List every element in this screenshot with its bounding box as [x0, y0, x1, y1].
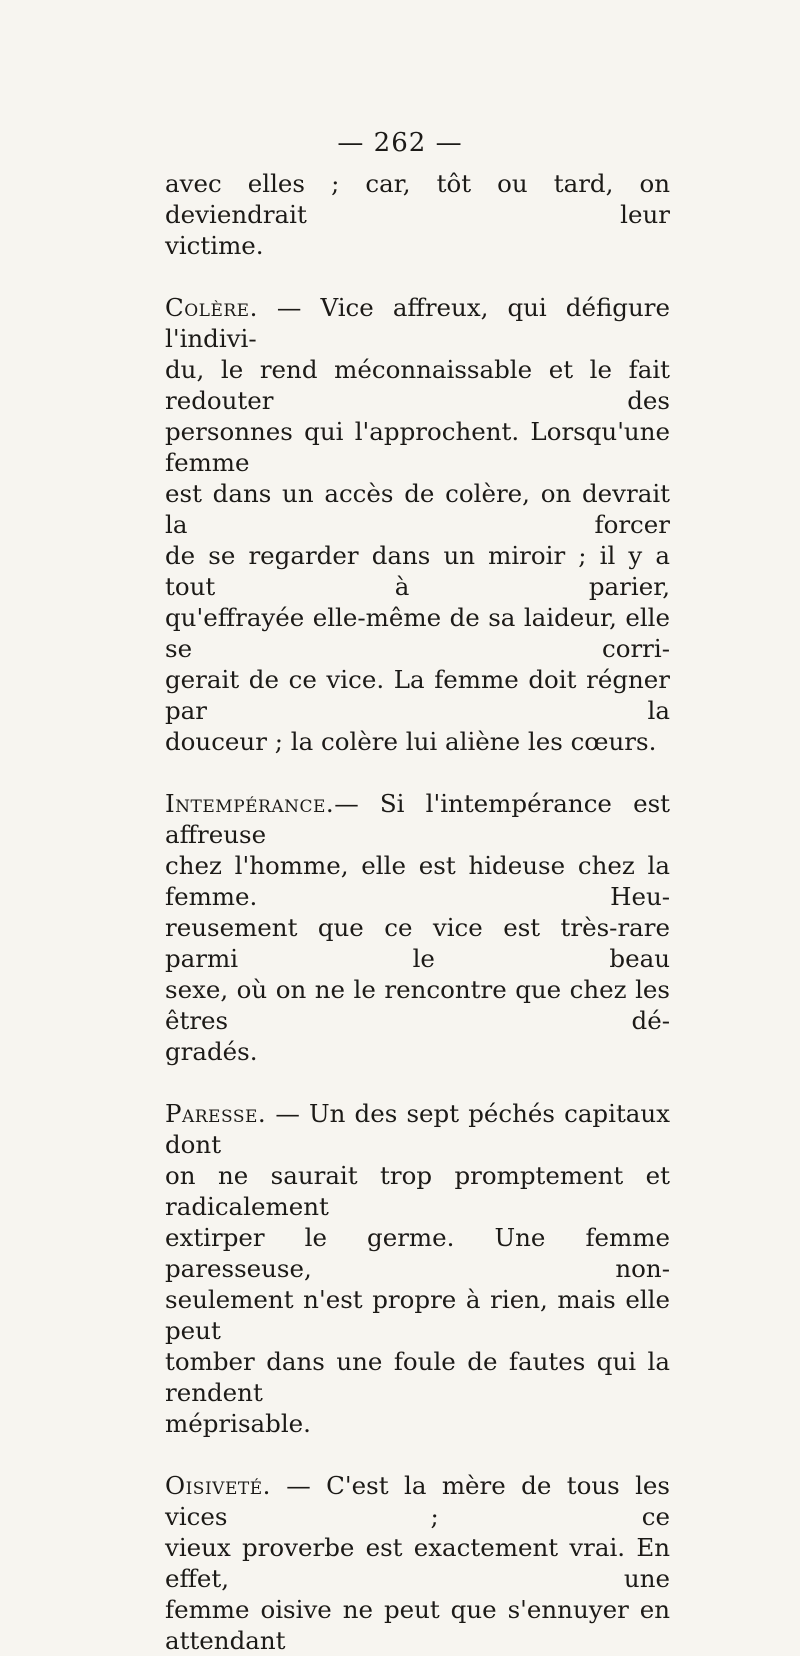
text-line: gerait de ce vice. La femme doit régner par la	[165, 665, 670, 725]
text-line: femme oisive ne peut que s'ennuyer en attendant	[165, 1595, 670, 1655]
text-fragment: — C'est la mère de tous les vices ; ce	[165, 1471, 670, 1531]
text-line: seulement n'est propre à rien, mais elle peut	[165, 1285, 670, 1345]
text-fragment: — Si l'intempérance est affreuse	[165, 789, 670, 849]
entry-term: Intempérance.	[165, 789, 335, 818]
text-line: est dans un accès de colère, on devrait la forcer	[165, 479, 670, 539]
text-line	[165, 292, 670, 354]
text-line: victime.	[165, 231, 264, 260]
entry-term: Paresse.	[165, 1099, 267, 1128]
paragraph-continuation	[165, 168, 670, 261]
text-line: douceur ; la colère lui aliène les cœurs.	[165, 727, 657, 756]
text-line	[165, 1470, 670, 1532]
text-line: extirper le germe. Une femme paresseuse, non-	[165, 1223, 670, 1283]
text-fragment: — Vice affreux, qui défigure l'indivi-	[165, 293, 670, 353]
text-line: reusement que ce vice est très-rare parmi le beau	[165, 913, 670, 973]
entry-term: Oisiveté.	[165, 1471, 271, 1500]
text-line: qu'effrayée elle-même de sa laideur, elle se corri-	[165, 603, 670, 663]
text-line: méprisable.	[165, 1409, 311, 1438]
paragraph-intemperance	[165, 788, 670, 1067]
entry-term: Colère.	[165, 293, 258, 322]
text-line	[165, 788, 670, 850]
text-line: avec elles ; car, tôt ou tard, on deviendrait leur	[165, 169, 670, 229]
text-line: sexe, où on ne le rencontre que chez les êtres dé-	[165, 975, 670, 1035]
paragraph-colere	[165, 292, 670, 757]
paragraph-paresse	[165, 1098, 670, 1439]
page-number: — 262 —	[337, 128, 463, 158]
text-line: de se regarder dans un miroir ; il y a tout à parier,	[165, 541, 670, 601]
paragraph-oisivete	[165, 1470, 670, 1656]
text-line: tomber dans une foule de fautes qui la rendent	[165, 1347, 670, 1407]
text-line: vieux proverbe est exactement vrai. En effet, une	[165, 1533, 670, 1593]
text-line: on ne saurait trop promptement et radicalement	[165, 1161, 670, 1221]
text-line: gradés.	[165, 1037, 258, 1066]
body-text	[165, 168, 670, 1656]
text-line: personnes qui l'approchent. Lorsqu'une femme	[165, 417, 670, 477]
text-line	[165, 1098, 670, 1160]
text-line: chez l'homme, elle est hideuse chez la femme. Heu-	[165, 851, 670, 911]
text-line: du, le rend méconnaissable et le fait redouter des	[165, 355, 670, 415]
text-fragment: — Un des sept péchés capitaux dont	[165, 1099, 670, 1159]
